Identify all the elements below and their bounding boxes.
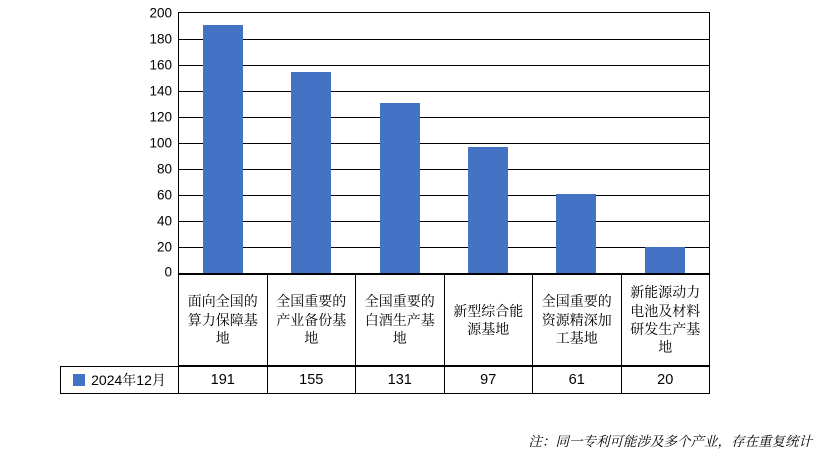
bar-slot: [179, 13, 267, 273]
y-axis-tick: 180: [149, 31, 172, 47]
data-value: 61: [533, 367, 622, 393]
y-axis: [130, 5, 178, 280]
plot-wrapper: [130, 5, 710, 280]
bar-slot: [444, 13, 532, 273]
y-axis-tick: 120: [149, 109, 172, 125]
y-axis-tick: 40: [156, 213, 172, 229]
data-value: 20: [622, 367, 711, 393]
category-label: 新能源动力电池及材料研发生产基地: [622, 275, 711, 365]
bar[interactable]: [556, 194, 596, 273]
bar-slot: [267, 13, 355, 273]
bar-slot: [532, 13, 620, 273]
category-label: 全国重要的产业备份基地: [268, 275, 357, 365]
bar-slot: [621, 13, 709, 273]
y-axis-tick: 60: [156, 187, 172, 203]
category-label: 面向全国的算力保障基地: [179, 275, 268, 365]
bar[interactable]: [291, 72, 331, 274]
y-axis-tick: 0: [164, 264, 172, 280]
bar-group: [179, 13, 709, 273]
category-label: 全国重要的资源精深加工基地: [533, 275, 622, 365]
y-axis-tick: 140: [149, 83, 172, 99]
category-label-row: [178, 274, 710, 366]
category-label: 全国重要的白酒生产基地: [356, 275, 445, 365]
category-label: 新型综合能源基地: [445, 275, 534, 365]
footnote: 注：同一专利可能涉及多个产业，存在重复统计: [528, 434, 812, 449]
data-value: 131: [356, 367, 445, 393]
bar[interactable]: [203, 25, 243, 273]
y-axis-tick: 100: [149, 135, 172, 151]
legend-label: 2024年12月: [91, 372, 166, 388]
bar[interactable]: [380, 103, 420, 273]
bar-slot: [356, 13, 444, 273]
plot-area: [178, 12, 710, 274]
data-value: 97: [445, 367, 534, 393]
data-value: 191: [179, 367, 268, 393]
legend-entry: [61, 367, 179, 393]
legend-swatch-icon: [73, 374, 85, 386]
y-axis-tick: 80: [156, 161, 172, 177]
bar[interactable]: [645, 247, 685, 273]
y-axis-tick: 200: [149, 5, 172, 21]
data-value-row: [60, 366, 710, 394]
y-axis-tick: 20: [156, 239, 172, 255]
bar[interactable]: [468, 147, 508, 273]
y-axis-tick: 160: [149, 57, 172, 73]
data-value: 155: [268, 367, 357, 393]
